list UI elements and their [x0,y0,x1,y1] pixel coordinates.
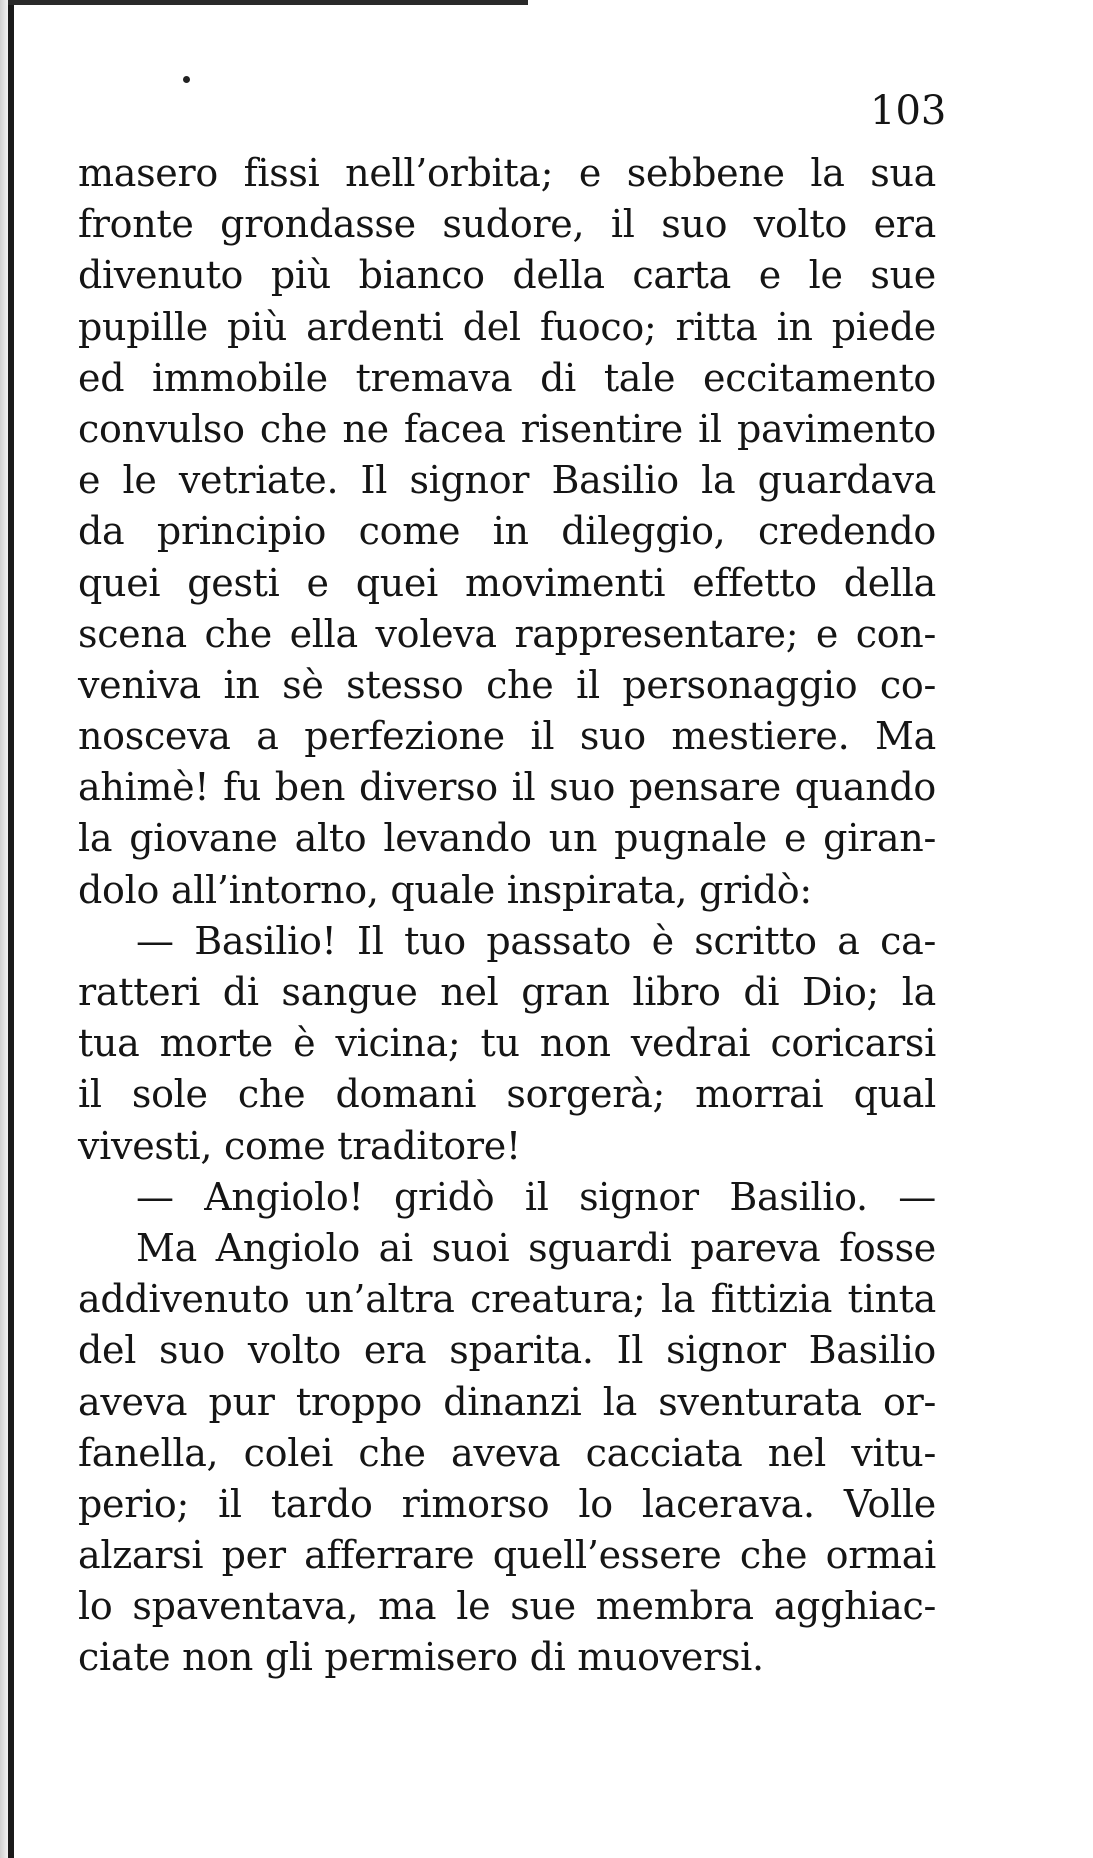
text-line: addivenuto un’altra creatura; la fittizia tinta [78,1277,936,1322]
body-text [78,148,936,1684]
text-line: da principio come in dileggio, credendo [78,509,936,554]
text-line: aveva pur troppo dinanzi la sventurata or- [78,1379,936,1424]
top-edge-rule [8,0,528,5]
text-line: tua morte è vicina; tu non vedrai coricarsi [78,1021,936,1066]
text-line: convulso che ne facea risentire il pavimento [78,406,936,451]
text-line: e le vetriate. Il signor Basilio la guardava [78,458,936,503]
text-line: masero fissi nell’orbita; e sebbene la sua [78,151,936,195]
text-line: il sole che domani sorgerà; morrai qual [78,1072,936,1117]
text-line: nosceva a perfezione il suo mestiere. Ma [78,714,936,759]
text-line: vivesti, come traditore! [78,1123,521,1168]
text-line: del suo volto era sparita. Il signor Basilio [78,1328,936,1373]
text-line: veniva in sè stesso che il personaggio co- [78,662,936,707]
dialogue-line: — Basilio! Il tuo passato è scritto a ca- [136,918,936,963]
text-line: fanella, colei che aveva cacciata nel vitu- [78,1430,936,1475]
ink-speck [183,76,190,83]
text-line: dolo all’intorno, quale inspirata, gridò: [78,867,812,912]
text-line: ciate non gli permisero di muoversi. [78,1635,764,1680]
binding-edge [8,0,14,1858]
dialogue-line: — Angiolo! gridò il signor Basilio. — [136,1174,936,1219]
text-line: quei gesti e quei movimenti effetto della [78,560,936,605]
text-line: la giovane alto levando un pugnale e giran- [78,816,936,861]
text-line: scena che ella voleva rappresentare; e con- [78,611,936,656]
text-line: pupille più ardenti del fuoco; ritta in piede [78,304,936,349]
text-line: Ma Angiolo ai suoi sguardi pareva fosse [136,1225,936,1270]
text-line: perio; il tardo rimorso lo lacerava. Volle [78,1481,936,1526]
text-line: fronte grondasse sudore, il suo volto era [78,202,936,247]
text-line: ed immobile tremava di tale eccitamento [78,355,936,400]
text-line: lo spaventava, ma le sue membra agghiac- [78,1584,936,1629]
text-line: divenuto più bianco della carta e le sue [78,253,936,298]
binding-shadow [0,0,8,1858]
text-line: ratteri di sangue nel gran libro di Dio; la [78,970,936,1014]
text-line: alzarsi per afferrare quell’essere che ormai [78,1533,936,1578]
page-number: 103 [870,88,947,134]
text-line: ahimè! fu ben diverso il suo pensare quando [78,765,936,810]
